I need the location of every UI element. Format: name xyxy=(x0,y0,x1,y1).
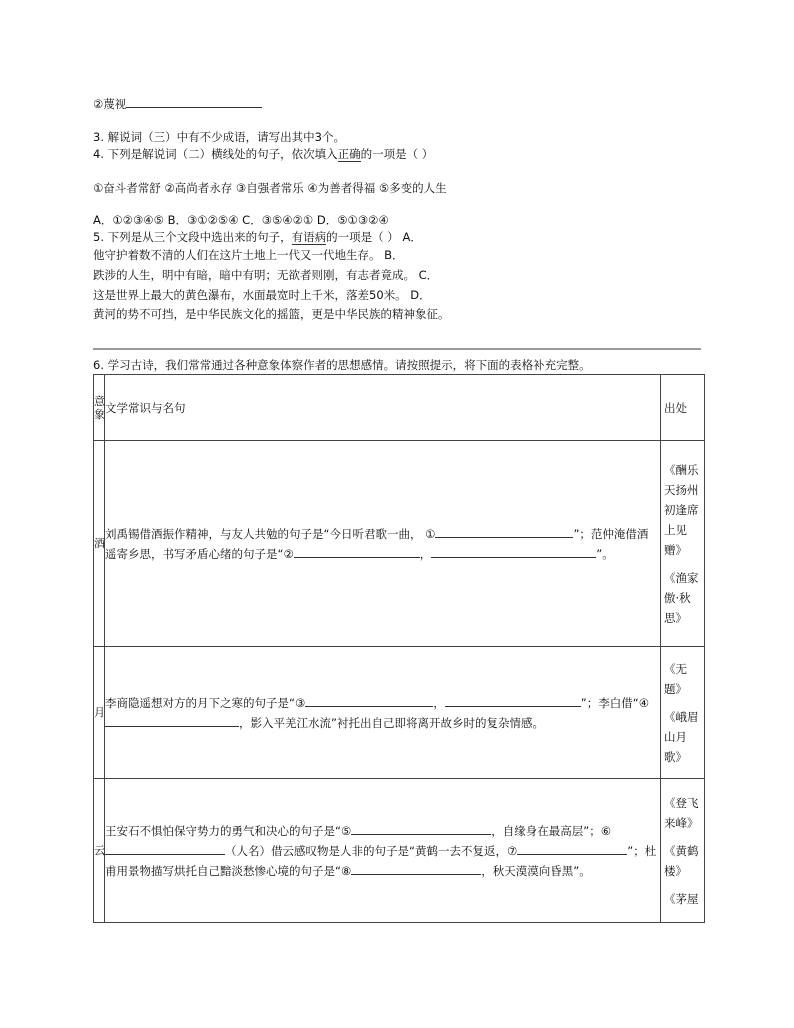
question-5-suffix: 的一项是（ ） A． xyxy=(326,230,422,244)
source-item: 《渔家傲·秋思》 xyxy=(664,570,699,625)
source-item: 《峨眉山月歌》 xyxy=(664,709,699,764)
answer-blank-6[interactable] xyxy=(105,842,225,855)
question-4-prefix: 4. 下列是解说词（二）横线处的句子，依次填入 xyxy=(93,147,338,161)
table-row xyxy=(94,441,705,647)
source-item: 《茅屋 xyxy=(664,891,699,906)
row-source-wine xyxy=(661,441,705,647)
header-source: 出处 xyxy=(661,375,705,441)
question-6-prompt: 6. 学习古诗，我们常常通过各种意象体察作者的思想感情。请按照提示，将下面的表格补充完整。 xyxy=(93,358,591,372)
row-image-wine: 酒 xyxy=(94,441,105,647)
question-5-emphasis: 有语病 xyxy=(291,230,327,244)
answer-blank[interactable] xyxy=(126,95,262,108)
row-content-moon: 李商隐遥想对方的月下之寒的句子是“③ ， ”；李白借“④，影入平羌江水流”衬托出自己即将离开故乡时的复杂情感。 xyxy=(105,647,661,779)
header-image: 意象 xyxy=(94,375,105,441)
question-5-prefix: 5. 下列是从三个文段中选出来的句子， xyxy=(93,230,292,244)
row-image-cloud: 云 xyxy=(94,779,105,923)
question-5 xyxy=(93,229,422,245)
answer-blank-8[interactable] xyxy=(351,862,481,875)
answer-blank-5[interactable] xyxy=(351,822,491,835)
question-5-option-b: 跌涉的人生，明中有暗，暗中有明；无欲者则刚，有志者竟成。 C． xyxy=(93,268,439,282)
table-row xyxy=(94,779,705,923)
item-2-label: ②蔑视 xyxy=(93,97,127,111)
question-4-emphasis: 正确 xyxy=(337,147,361,161)
answer-blank-1[interactable] xyxy=(435,525,573,538)
question-5-option-c: 这是世界上最大的黄色瀑布，水面最宽时上千米，落差50米。 D． xyxy=(93,288,431,302)
table-header-row xyxy=(94,375,705,441)
question-3: 3. 解说词（三）中有不少成语，请写出其中3个。 xyxy=(93,130,345,144)
row-content-wine: 刘禹锡借酒振作精神，与友人共勉的句子是“今日听君歌一曲， ① ”；范仲淹借酒遥寄乡思，书写矛盾心绪的句子是“② ， ”。 xyxy=(105,441,661,647)
question-4-suffix: 的一项是（ ） xyxy=(360,147,434,161)
section-divider xyxy=(93,348,701,350)
poetry-table xyxy=(93,374,705,923)
item-2-line xyxy=(93,95,262,112)
row-source-moon xyxy=(661,647,705,779)
answer-blank-4[interactable] xyxy=(105,714,239,727)
source-item: 《无题》 xyxy=(664,661,687,696)
question-5-option-d: 黄河的势不可挡，是中华民族文化的摇篮，更是中华民族的精神象征。 xyxy=(93,307,450,321)
sentence-options: ①奋斗者常舒 ②高尚者永存 ③自强者常乐 ④为善者得福 ⑤多变的人生 xyxy=(93,181,447,195)
row-image-moon: 月 xyxy=(94,647,105,779)
answer-blank-3b[interactable] xyxy=(445,694,581,707)
question-4-answer-options: A．①②③④⑤ B．③①②⑤④ C．③⑤④②① D．⑤①③②④ xyxy=(93,213,389,227)
answer-blank-7[interactable] xyxy=(517,842,627,855)
answer-blank-2c[interactable] xyxy=(541,545,596,558)
source-item: 《黄鹤楼》 xyxy=(664,843,699,878)
answer-blank-2b[interactable] xyxy=(431,545,541,558)
row-source-cloud xyxy=(661,779,705,923)
source-item: 《酬乐天扬州初逢席上见赠》 xyxy=(664,462,699,557)
question-5-option-a: 他守护着数不清的人们在这片土地上一代又一代地生存。 B． xyxy=(93,248,404,262)
row-content-cloud: 王安石不惧怕保守势力的勇气和决心的句子是“⑤ ，自缘身在最高层”；⑥（人名）借云感叹物是人非的句子是“黄鹤一去不复返，⑦ ”；杜甫用景物描写烘托自己黯淡愁惨心境的句子是“⑧ ，秋天漠漠向昏黑”。 xyxy=(105,779,661,923)
source-item: 《登飞来峰》 xyxy=(664,795,699,830)
question-4 xyxy=(93,146,433,162)
table-row xyxy=(94,647,705,779)
answer-blank-2a[interactable] xyxy=(294,545,420,558)
answer-blank-3a[interactable] xyxy=(305,694,433,707)
header-content: 文学常识与名句 xyxy=(105,375,661,441)
